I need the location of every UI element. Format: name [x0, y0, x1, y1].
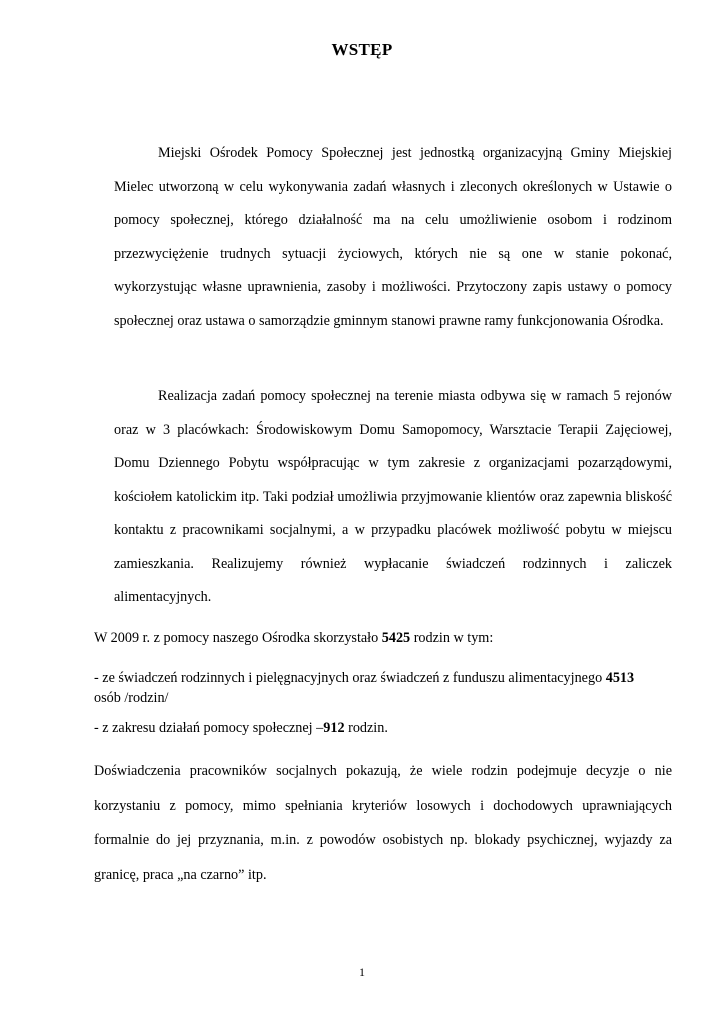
list-item-benefits-continuation: osób /rodzin/ — [94, 690, 169, 706]
experience-paragraph: Doświadczenia pracowników socjalnych pokazują, że wiele rodzin podejmuje decyzje o nie korzystaniu z pomocy, mimo spełniania kryteriów losowych i dochodowych uprawniających formalnie do jej przyznania, m.in. z powodów osobistych np. blokady psychicznej, wyjazdy za granicę, praca „na czarno” itp. — [94, 763, 672, 883]
summary-text: W 2009 r. z pomocy naszego Ośrodka skorzystało — [94, 630, 382, 646]
list-item-social-assistance — [94, 718, 674, 738]
intro-paragraph: Miejski Ośrodek Pomocy Społecznej jest jednostką organizacyjną Gminy Miejskiej Mielec utworzoną w celu wykonywania zadań własnych i zleconych określonych w Ustawie o pomocy społecznej, którego działalność ma na celu umożliwienie osobom i rodzinom przezwyciężenie trudnych sytuacji życiowych, których nie są one w stanie pokonać, wykorzystując własne uprawnienia, zasoby i możliwości. Przytoczony zapis ustawy o pomocy społecznej oraz ustawa o samorządzie gminnym stanowi prawne ramy funkcjonowania Ośrodka. — [114, 145, 672, 329]
summary-suffix: rodzin w tym: — [410, 630, 494, 646]
benefits-text: - ze świadczeń rodzinnych i pielęgnacyjnych oraz świadczeń z funduszu alimentacyjnego — [94, 670, 606, 686]
benefits-count: 4513 — [605, 670, 635, 686]
summary-count: 5425 — [381, 630, 411, 646]
summary-line — [94, 628, 674, 648]
social-assistance-suffix: rodzin. — [344, 720, 388, 736]
services-paragraph: Realizacja zadań pomocy społecznej na terenie miasta odbywa się w ramach 5 rejonów oraz w 3 placówkach: Środowiskowym Domu Samopomocy, Warsztacie Terapii Zajęciowej, Domu Dziennego Pobytu współpracując w tym zakresie z organizacjami pozarządowymi, kościołem katolickim itp. Taki podział umożliwia przyjmowanie klientów oraz zapewnia bliskość kontaktu z pracownikami socjalnymi, a w przypadku placówek możliwość pobytu w miejscu zamieszkania. Realizujemy również wypłacanie świadczeń rodzinnych i zaliczek alimentacyjnych. — [114, 388, 672, 605]
social-assistance-count: 912 — [323, 720, 345, 736]
list-item-benefits — [94, 668, 674, 688]
page-title: WSTĘP — [331, 40, 393, 59]
page-number: 1 — [359, 965, 365, 979]
social-assistance-text: - z zakresu działań pomocy społecznej – — [94, 720, 324, 736]
